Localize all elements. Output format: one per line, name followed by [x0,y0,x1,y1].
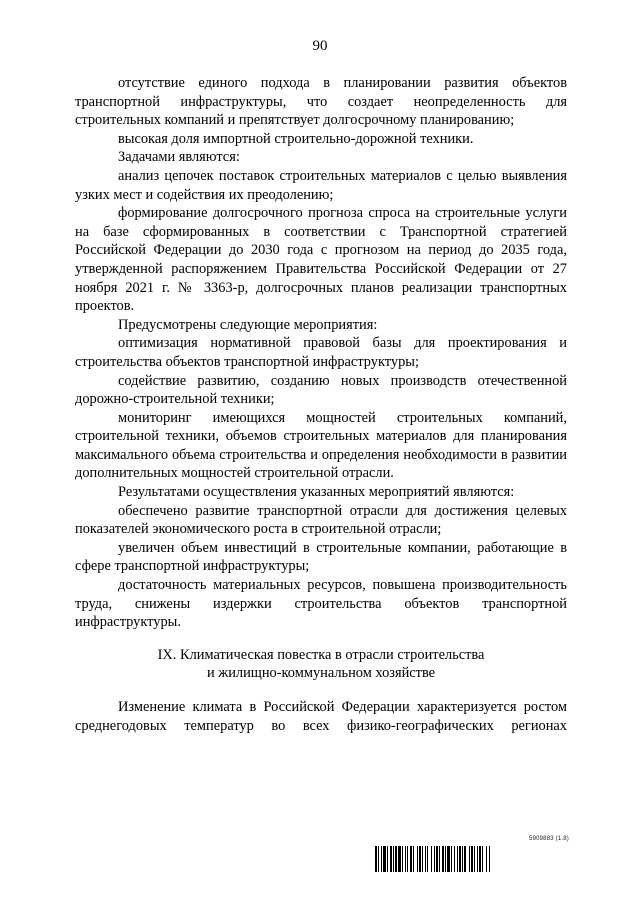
barcode-icon [375,846,569,872]
barcode-caption: 5909883 (1.8) [529,836,569,842]
paragraph: анализ цепочек поставок строительных материалов с целью выявления узких мест и содействия их преодолению; [75,167,567,203]
paragraph: мониторинг имеющихся мощностей строительных компаний, строительной техники, объемов строительных материалов для планирования максимального объема строительства и определения необходимости в развитии дополнительных мощностей строительной отрасли. [75,409,567,482]
paragraph: формирование долгосрочного прогноза спроса на строительные услуги на базе сформированных в соответствии с Транспортной стратегией Российской Федерации до 2030 года с прогнозом на период до 2035 года, утвержденной распоряжением Правительства Российской Федерации от 27 ноября 2021 г. № 3363-р, долгосрочных планов реализации транспортных проектов. [75,205,567,315]
paragraph: Задачами являются: [118,149,240,166]
section-heading-line-1: IX. Климатическая повестка в отрасли строительства [157,646,485,663]
document-barcode [375,836,569,876]
page-number: 90 [312,38,328,54]
paragraph: Предусмотрены следующие мероприятия: [118,316,378,333]
document-body [75,74,567,735]
paragraph: оптимизация нормативной правовой базы для проектирования и строительства объектов транспортной инфраструктуры; [75,335,567,370]
section-heading-line-2: и жилищно-коммунальном хозяйстве [206,665,436,682]
paragraph: достаточность материальных ресурсов, повышена производительность труда, снижены издержки строительства объектов транспортной инфраструктуры. [75,577,567,631]
section-heading [75,646,567,683]
paragraph: содействие развитию, созданию новых производств отечественной дорожно-строительной техники; [75,372,567,408]
paragraph: обеспечено развитие транспортной отрасли для достижения целевых показателей экономического роста в строительной отрасли; [75,502,567,538]
paragraph: высокая доля импортной строительно-дорожной техники. [118,130,474,147]
paragraph: увеличен объем инвестиций в строительные компании, работающие в сфере транспортной инфраструктуры; [75,539,567,575]
closing-paragraph: Изменение климата в Российской Федерации характеризуется ростом среднегодовых температур во всех физико-географических регионах [75,699,567,734]
paragraph: Результатами осуществления указанных мероприятий являются: [118,484,515,501]
paragraph: отсутствие единого подхода в планировании развития объектов транспортной инфраструктуры, что создает неопределенность для строительных компаний и препятствует долгосрочному планированию; [75,75,567,129]
